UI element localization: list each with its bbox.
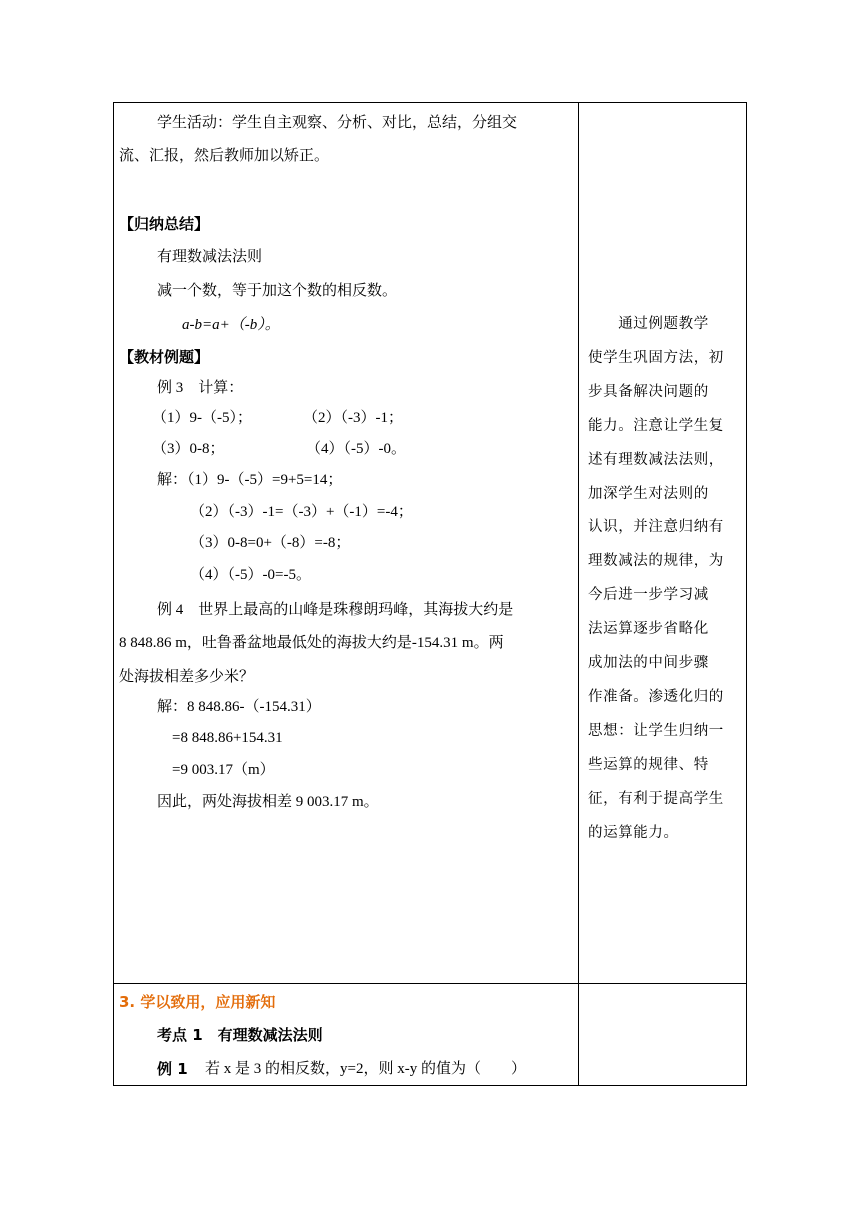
example-3-question-3: （3）0-8；	[152, 441, 225, 457]
side-note-line: 加深学生对法则的	[588, 485, 709, 502]
rule-text: 减一个数，等于加这个数的相反数。	[157, 283, 398, 299]
example-4-solution-2: =8 848.86+154.31	[172, 730, 283, 746]
example-4-line-3: 处海拔相差多少米？	[119, 669, 255, 685]
side-note-line: 成加法的中间步骤	[588, 655, 709, 672]
side-note	[588, 308, 740, 851]
table-bottom-border	[113, 1085, 747, 1086]
side-note-line: 通过例题教学	[588, 316, 709, 332]
table-right-border	[746, 102, 747, 1086]
side-note-line: 思想：让学生归纳一	[588, 722, 724, 739]
example-3-question-1: （1）9-（-5）；	[152, 410, 252, 426]
point-label: 考点 1 有理数减法法则	[157, 1026, 323, 1044]
activity-line-2: 流、汇报，然后教师加以矫正。	[119, 148, 330, 164]
summary-heading: 【归纳总结】	[119, 215, 210, 233]
table-top-border	[113, 102, 747, 103]
example-3-solution-4: （4）（-5）-0=-5。	[190, 567, 311, 583]
example-3-solution-1: 解：（1）9-（-5）=9+5=14；	[157, 472, 343, 488]
examples-heading: 【教材例题】	[119, 348, 210, 366]
table-column-divider	[578, 102, 579, 1086]
example-3-solution-3: （3）0-8=0+（-8）=-8；	[190, 535, 351, 551]
side-note-line: 理数减法的规律，为	[588, 553, 724, 570]
example-4-line-1: 例 4 世界上最高的山峰是珠穆朗玛峰，其海拔大约是	[157, 602, 514, 618]
example-3-question-4: （4）（-5）-0。	[306, 441, 406, 457]
example-3-title: 例 3 计算：	[157, 380, 244, 396]
side-note-line: 作准备。渗透化归的	[588, 688, 724, 705]
table-left-border	[113, 102, 114, 1086]
side-note-line: 的运算能力。	[588, 824, 679, 841]
side-note-line: 步具备解决问题的	[588, 383, 709, 400]
section-3-heading: 3. 学以致用，应用新知	[119, 993, 276, 1011]
example-3-solution-2: （2）（-3）-1=（-3）+（-1）=-4；	[190, 504, 413, 520]
table-row-divider	[113, 983, 747, 984]
side-note-line: 述有理数减法法则，	[588, 451, 724, 468]
formula: a-b=a+（-b）。	[182, 317, 280, 333]
side-note-line: 认识，并注意归纳有	[588, 519, 724, 536]
example-3-question-2: （2）（-3）-1；	[303, 410, 403, 426]
side-note-line: 使学生巩固方法，初	[588, 349, 724, 366]
side-note-line: 能力。注意让学生复	[588, 417, 724, 434]
example-4-conclusion: 因此，两处海拔相差 9 003.17 m。	[157, 794, 379, 810]
example-4-line-2: 8 848.86 m，吐鲁番盆地最低处的海拔大约是-154.31 m。两	[119, 635, 504, 651]
example-1-label: 例 1	[157, 1060, 188, 1078]
side-note-line: 法运算逐步省略化	[588, 621, 709, 638]
activity-line-1: 学生活动：学生自主观察、分析、对比，总结，分组交	[157, 115, 518, 131]
side-note-line: 今后进一步学习减	[588, 587, 709, 604]
rule-title: 有理数减法法则	[157, 249, 263, 265]
side-note-line: 征，有利于提高学生	[588, 790, 724, 807]
example-4-solution-3: =9 003.17（m）	[172, 762, 275, 778]
example-1-text: 若 x 是 3 的相反数，y=2，则 x-y 的值为（ ）	[205, 1061, 526, 1077]
side-note-line: 些运算的规律、特	[588, 756, 709, 773]
example-4-solution-1: 解：8 848.86-（-154.31）	[157, 699, 321, 715]
